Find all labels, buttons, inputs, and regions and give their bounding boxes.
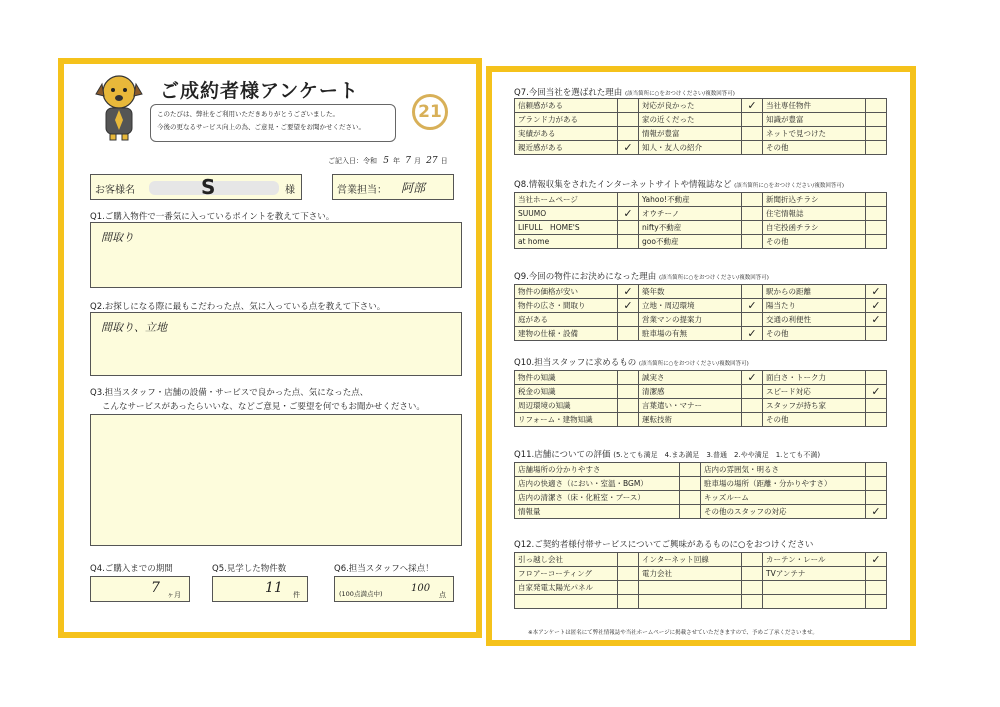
q7-option-label: 知識が豊富 xyxy=(763,113,866,127)
q8-row xyxy=(515,193,887,207)
q3-question-line-1: Q3.担当スタッフ・店舗の設備・サービスで良かった点、気になった点、 xyxy=(90,388,369,398)
q8-option-label: 自宅投函チラシ xyxy=(763,221,866,235)
q12-title: Q12.ご契約者様付帯サービスについてご興味があるものに○をおつけください xyxy=(514,540,814,550)
q7-option-checkbox[interactable] xyxy=(618,127,639,141)
q8-option-checkbox[interactable] xyxy=(618,221,639,235)
q4-unit: ヶ月 xyxy=(167,591,181,599)
q11-row xyxy=(515,505,887,519)
q10-option-label: 清潔感 xyxy=(639,385,742,399)
q12-option-label xyxy=(763,581,866,595)
q7-option-checkbox[interactable] xyxy=(742,127,763,141)
q12-option-checkbox[interactable] xyxy=(618,553,639,567)
q12-row xyxy=(515,567,887,581)
q5-value: 11 xyxy=(265,580,283,596)
q7-option-label: 親近感がある xyxy=(515,141,618,155)
q9-option-label: 物件の価格が安い xyxy=(515,285,618,299)
q10-option-checkbox[interactable]: ✓ xyxy=(866,385,887,399)
q7-row xyxy=(515,99,887,113)
intro-bubble xyxy=(150,104,396,142)
q12-option-checkbox[interactable] xyxy=(866,581,887,595)
q9-option-checkbox[interactable]: ✓ xyxy=(866,285,887,299)
q10-option-label: 面白さ・トーク力 xyxy=(763,371,866,385)
q10-row xyxy=(515,413,887,427)
q11-option-checkbox[interactable] xyxy=(866,477,887,491)
q11-options-table xyxy=(514,462,887,519)
q11-row xyxy=(515,491,887,505)
q8-row xyxy=(515,235,887,249)
q1-answer: 間取り xyxy=(101,231,134,244)
q12-option-label: カーテン・レール xyxy=(763,553,866,567)
q8-row xyxy=(515,221,887,235)
q7-option-label: ブランド力がある xyxy=(515,113,618,127)
sales-staff-name: 阿部 xyxy=(401,181,426,195)
q12-options-table xyxy=(514,552,887,609)
q7-option-label: 対応が良かった xyxy=(639,99,742,113)
q12-row xyxy=(515,581,887,595)
q5-unit: 件 xyxy=(293,591,300,599)
q8-option-label: nifty不動産 xyxy=(639,221,742,235)
q11-option-checkbox[interactable] xyxy=(680,463,701,477)
q10-option-checkbox[interactable] xyxy=(866,413,887,427)
q9-title xyxy=(514,270,769,282)
q12-option-label xyxy=(639,581,742,595)
intro-line-2: 今後の更なるサービス向上の為、ご意見・ご要望をお聞かせください。 xyxy=(157,123,365,131)
q11-option-checkbox[interactable] xyxy=(680,491,701,505)
q11-option-checkbox[interactable] xyxy=(866,491,887,505)
q8-title xyxy=(514,178,844,190)
q8-option-checkbox[interactable] xyxy=(866,207,887,221)
q10-option-label: 税金の知識 xyxy=(515,385,618,399)
q2-answer: 間取り、立地 xyxy=(101,321,167,334)
date-label: ご記入日：令和 xyxy=(328,157,377,165)
q7-note: (該当箇所に○をおつけください/複数回答可) xyxy=(625,91,735,97)
q8-option-checkbox[interactable] xyxy=(618,235,639,249)
q7-option-checkbox[interactable] xyxy=(866,113,887,127)
q6-value: 100 xyxy=(411,583,431,594)
q12-option-checkbox[interactable] xyxy=(618,581,639,595)
q3-answer-field[interactable] xyxy=(90,414,462,546)
q11-title xyxy=(514,448,820,460)
sales-staff-label: 営業担当： xyxy=(337,185,387,196)
q9-row xyxy=(515,285,887,299)
q9-option-label: 築年数 xyxy=(639,285,742,299)
q7-option-checkbox[interactable] xyxy=(618,99,639,113)
q10-option-label: その他 xyxy=(763,413,866,427)
q11-option-label: その他のスタッフの対応 xyxy=(701,505,866,519)
q8-option-label: SUUMO xyxy=(515,207,618,221)
q10-row xyxy=(515,385,887,399)
q8-option-checkbox[interactable] xyxy=(866,221,887,235)
q12-row xyxy=(515,595,887,609)
q10-option-checkbox[interactable] xyxy=(742,399,763,413)
q9-option-label: 建物の仕様・設備 xyxy=(515,327,618,341)
q9-option-checkbox[interactable] xyxy=(866,327,887,341)
q7-option-checkbox[interactable]: ✓ xyxy=(618,141,639,155)
customer-name-field[interactable] xyxy=(90,174,302,200)
q6-question: Q6.担当スタッフへ採点！ xyxy=(334,564,434,574)
date-day[interactable]: 27 xyxy=(426,156,438,166)
q7-option-label: 実績がある xyxy=(515,127,618,141)
q6-hint: (100点満点中) xyxy=(339,590,383,598)
q8-option-checkbox[interactable] xyxy=(742,235,763,249)
q8-option-checkbox[interactable] xyxy=(742,221,763,235)
q9-option-checkbox[interactable] xyxy=(618,327,639,341)
intro-line-1: このたびは、弊社をご利用いただきありがとうございました。 xyxy=(157,110,339,118)
customer-initial: S xyxy=(201,175,216,199)
q10-option-label: 言葉遣い・マナー xyxy=(639,399,742,413)
q10-option-checkbox[interactable] xyxy=(742,413,763,427)
q9-row xyxy=(515,327,887,341)
q12-option-label xyxy=(763,595,866,609)
date-day-unit: 日 xyxy=(440,157,448,165)
q10-option-label: 運転技術 xyxy=(639,413,742,427)
q7-row xyxy=(515,127,887,141)
q9-row xyxy=(515,299,887,313)
q9-option-checkbox[interactable]: ✓ xyxy=(618,285,639,299)
q8-row xyxy=(515,207,887,221)
q10-option-label: 物件の知識 xyxy=(515,371,618,385)
q8-option-label: Yahoo!不動産 xyxy=(639,193,742,207)
q9-options-table xyxy=(514,284,887,341)
q12-option-checkbox[interactable] xyxy=(742,581,763,595)
q7-options-table xyxy=(514,98,887,155)
q7-option-label: 情報が豊富 xyxy=(639,127,742,141)
q10-title xyxy=(514,356,749,368)
q12-option-label: インターネット回線 xyxy=(639,553,742,567)
q11-option-checkbox[interactable] xyxy=(680,477,701,491)
date-year-unit: 年 xyxy=(392,157,400,165)
q7-option-label: 信頼感がある xyxy=(515,99,618,113)
q8-title-text: Q8.情報収集をされたインターネットサイトや情報誌など xyxy=(514,180,732,190)
q11-option-label: 店内の雰囲気・明るさ xyxy=(701,463,866,477)
q9-option-checkbox[interactable]: ✓ xyxy=(866,313,887,327)
q12-option-checkbox[interactable] xyxy=(866,567,887,581)
q8-option-label: 新聞折込チラシ xyxy=(763,193,866,207)
q9-row xyxy=(515,313,887,327)
q12-option-checkbox[interactable] xyxy=(866,595,887,609)
q7-option-label: 家の近くだった xyxy=(639,113,742,127)
q12-option-label: TVアンテナ xyxy=(763,567,866,581)
q11-row xyxy=(515,463,887,477)
q7-row xyxy=(515,141,887,155)
q11-option-label: 駐車場の場所（距離・分かりやすさ） xyxy=(701,477,866,491)
q9-note: (該当箇所に○をおつけください/複数回答可) xyxy=(659,275,769,281)
q11-option-checkbox[interactable] xyxy=(866,463,887,477)
q9-option-checkbox[interactable]: ✓ xyxy=(618,299,639,313)
q7-option-checkbox[interactable]: ✓ xyxy=(742,99,763,113)
q12-row xyxy=(515,553,887,567)
dog-mascot-icon xyxy=(90,70,148,142)
q12-option-checkbox[interactable] xyxy=(742,595,763,609)
q6-answer-field[interactable] xyxy=(334,576,454,602)
q11-option-checkbox[interactable]: ✓ xyxy=(866,505,887,519)
q9-option-label: 営業マンの提案力 xyxy=(639,313,742,327)
q10-options-table xyxy=(514,370,887,427)
q10-option-label: 誠実さ xyxy=(639,371,742,385)
q10-option-label: 周辺環境の知識 xyxy=(515,399,618,413)
q9-option-label: 陽当たり xyxy=(763,299,866,313)
q8-option-label: LIFULL HOME'S xyxy=(515,221,618,235)
q9-option-label: 物件の広さ・間取り xyxy=(515,299,618,313)
q7-option-checkbox[interactable] xyxy=(866,141,887,155)
q7-option-checkbox[interactable] xyxy=(866,127,887,141)
q8-option-label: goo不動産 xyxy=(639,235,742,249)
q10-row xyxy=(515,371,887,385)
q9-option-checkbox[interactable]: ✓ xyxy=(866,299,887,313)
customer-suffix: 様 xyxy=(285,185,295,196)
q11-option-label: キッズルーム xyxy=(701,491,866,505)
q8-option-checkbox[interactable]: ✓ xyxy=(618,207,639,221)
customer-name-label: お客様名 xyxy=(95,185,135,196)
q11-row xyxy=(515,477,887,491)
date-month[interactable]: 7 xyxy=(405,156,411,166)
q12-option-label xyxy=(639,595,742,609)
q10-row xyxy=(515,399,887,413)
q8-option-checkbox[interactable] xyxy=(742,207,763,221)
q8-option-checkbox[interactable] xyxy=(618,193,639,207)
q12-option-label xyxy=(515,595,618,609)
q9-option-label: その他 xyxy=(763,327,866,341)
q9-option-checkbox[interactable] xyxy=(742,313,763,327)
q12-option-checkbox[interactable]: ✓ xyxy=(866,553,887,567)
q9-option-label: 庭がある xyxy=(515,313,618,327)
q6-unit: 点 xyxy=(439,591,446,599)
q9-option-label: 立地・周辺環境 xyxy=(639,299,742,313)
q8-option-label: オウチーノ xyxy=(639,207,742,221)
q9-option-label: 交通の利便性 xyxy=(763,313,866,327)
q7-option-checkbox[interactable] xyxy=(742,141,763,155)
q2-answer-field[interactable] xyxy=(90,312,462,376)
q8-option-label: 住宅情報誌 xyxy=(763,207,866,221)
q11-option-label: 店内の清潔さ（床・化粧室・ブース） xyxy=(515,491,680,505)
q10-option-checkbox[interactable] xyxy=(866,399,887,413)
q8-note: (該当箇所に○をおつけください/複数回答可) xyxy=(734,183,845,189)
q11-option-checkbox[interactable] xyxy=(680,505,701,519)
survey-title: ご成約者様アンケート xyxy=(160,80,359,102)
q8-option-label: 当社ホームページ xyxy=(515,193,618,207)
q5-answer-field[interactable] xyxy=(212,576,308,602)
q7-option-label: その他 xyxy=(763,141,866,155)
q9-title-text: Q9.今回の物件にお決めになった理由 xyxy=(514,272,657,282)
q8-option-checkbox[interactable] xyxy=(866,235,887,249)
q8-options-table xyxy=(514,192,887,249)
survey-right-page xyxy=(486,66,916,646)
q12-option-label: 自家発電太陽光パネル xyxy=(515,581,618,595)
company-logo: 21 xyxy=(412,94,448,130)
q9-option-checkbox[interactable] xyxy=(742,285,763,299)
q7-option-checkbox[interactable] xyxy=(742,113,763,127)
q10-option-checkbox[interactable] xyxy=(618,399,639,413)
entry-date xyxy=(328,156,448,166)
q12-option-checkbox[interactable] xyxy=(742,567,763,581)
q10-option-label: スピード対応 xyxy=(763,385,866,399)
q10-note: (該当箇所に○をおつけください/複数回答可) xyxy=(638,361,749,367)
q10-option-checkbox[interactable]: ✓ xyxy=(742,371,763,385)
sales-staff-field[interactable] xyxy=(332,174,454,200)
q11-option-label: 店舗場所の分かりやすさ xyxy=(515,463,680,477)
q7-option-label: 知人・友人の紹介 xyxy=(639,141,742,155)
q11-scale: (5.とても満足 4.まあ満足 3.普通 2.やや満足 1.とても不満) xyxy=(613,451,821,459)
q7-option-checkbox[interactable] xyxy=(618,113,639,127)
q12-option-label: 電力会社 xyxy=(639,567,742,581)
q12-option-checkbox[interactable] xyxy=(742,553,763,567)
q10-option-checkbox[interactable] xyxy=(742,385,763,399)
q10-option-checkbox[interactable] xyxy=(618,385,639,399)
q9-option-checkbox[interactable]: ✓ xyxy=(742,299,763,313)
q10-option-checkbox[interactable] xyxy=(618,413,639,427)
q7-option-checkbox[interactable] xyxy=(866,99,887,113)
q8-option-label: at home xyxy=(515,235,618,249)
q11-option-label: 店内の快適さ（におい・室温・BGM） xyxy=(515,477,680,491)
q2-question: Q2.お探しになる際に最もこだわった点、気に入っている点を教えて下さい。 xyxy=(90,302,386,312)
q9-option-label: 駅からの距離 xyxy=(763,285,866,299)
q7-option-label: 当社専任物件 xyxy=(763,99,866,113)
footer-note: ※本アンケートは匿名にて弊社情報誌や当社ホームページに掲載させていただきますので、予めご了承くださいませ。 xyxy=(528,630,818,636)
survey-left-page xyxy=(58,58,482,638)
q12-option-checkbox[interactable] xyxy=(618,567,639,581)
q10-title-text: Q10.担当スタッフに求めるもの xyxy=(514,358,637,368)
q7-row xyxy=(515,113,887,127)
q1-question: Q1.ご購入物件で一番気に入っているポイントを教えて下さい。 xyxy=(90,212,335,222)
q4-answer-field[interactable] xyxy=(90,576,190,602)
q1-answer-field[interactable] xyxy=(90,222,462,288)
q12-option-label: フロアーコーティング xyxy=(515,567,618,581)
q7-option-label: ネットで見つけた xyxy=(763,127,866,141)
q3-question-line-2: こんなサービスがあったらいいな、などご意見・ご要望を何でもお聞かせください。 xyxy=(102,402,425,412)
date-month-unit: 月 xyxy=(413,157,421,165)
q5-question: Q5.見学した物件数 xyxy=(212,564,287,574)
q11-option-label: 情報量 xyxy=(515,505,680,519)
q7-title xyxy=(514,86,735,98)
q10-option-label: リフォーム・建物知識 xyxy=(515,413,618,427)
q10-option-checkbox[interactable] xyxy=(866,371,887,385)
q8-option-checkbox[interactable] xyxy=(742,193,763,207)
q8-option-label: その他 xyxy=(763,235,866,249)
q12-option-label: 引っ越し会社 xyxy=(515,553,618,567)
q9-option-label: 駐車場の有無 xyxy=(639,327,742,341)
q12-option-checkbox[interactable] xyxy=(618,595,639,609)
q4-question: Q4.ご購入までの期間 xyxy=(90,564,173,574)
q8-option-checkbox[interactable] xyxy=(866,193,887,207)
q11-title-text: Q11.店舗についての評価 xyxy=(514,450,611,460)
q9-option-checkbox[interactable]: ✓ xyxy=(742,327,763,341)
q10-option-label: スタッフが持ち家 xyxy=(763,399,866,413)
q7-title-text: Q7.今回当社を選ばれた理由 xyxy=(514,88,623,98)
date-year[interactable]: 5 xyxy=(383,156,389,166)
q4-value: 7 xyxy=(151,580,160,596)
q10-option-checkbox[interactable] xyxy=(618,371,639,385)
q9-option-checkbox[interactable] xyxy=(618,313,639,327)
